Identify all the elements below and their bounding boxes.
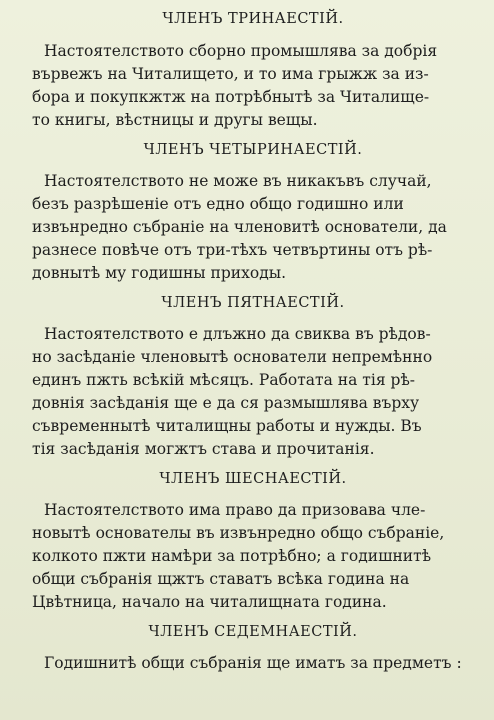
article-17-text — [32, 652, 474, 675]
text-line: Настоятелството е длъжно да свиква въ рѣдов- — [44, 325, 431, 343]
text-line: Годишнитѣ общи събранія ще иматъ за предметъ : — [44, 654, 462, 672]
text-line: Настоятелството има право да призовава чле- — [44, 501, 426, 519]
article-15-text: Настоятелството е длъжно да свиква въ рѣдов- но засѣданіе членовытѣ основатели непремѣнно единъ пжть всѣкій мѣсяцъ. Работата на тія рѣ- довнія засѣданія ще е да ся размышлява върху съвременнытѣ читалищны работы и нужды. Въ тія засѣданія могжтъ става и прочитанія. — [32, 325, 433, 458]
article-16-heading: ЧЛЕНЪ ШЕСНАЕСТІЙ. — [159, 471, 347, 487]
article-15-heading: ЧЛЕНЪ ПЯТНАЕСТІЙ. — [161, 295, 345, 311]
article-14-heading: ЧЛЕНЪ ЧЕТЫРИНАЕСТІЙ. — [143, 142, 363, 158]
article-13-text: Настоятелството сборно промышлява за добрія вървежъ на Читалището, и то има грыжж за из- бора и покупкжтж на потрѣбнытѣ за Читалище- то книгы, вѣстницы и другы вещы. — [32, 42, 438, 129]
text-line: Настоятелството не може въ никакъвъ случай, — [44, 172, 432, 190]
article-14-text: Настоятелството не може въ никакъвъ случай, безъ разрѣшеніе отъ едно общо годишно или извънредно събраніе на членовитѣ основатели, да разнесе повѣче отъ три-тѣхъ четвъртины отъ рѣ- довнытѣ му годишны приходы. — [32, 172, 447, 282]
article-16-text: Настоятелството има право да призовава чле- новытѣ основателы въ извънредно общо събраніе, колкото пжти намѣри за потрѣбно; а годишнитѣ общи събранія щжтъ ставатъ всѣка година на Цвѣтница, начало на читалищната година. — [32, 501, 445, 611]
text-line: Настоятелството сборно промышлява за добрія — [44, 42, 438, 60]
article-17-heading: ЧЛЕНЪ СЕДЕМНАЕСТІЙ. — [148, 624, 358, 640]
article-13-heading: ЧЛЕНЪ ТРИНАЕСТІЙ. — [162, 11, 344, 27]
